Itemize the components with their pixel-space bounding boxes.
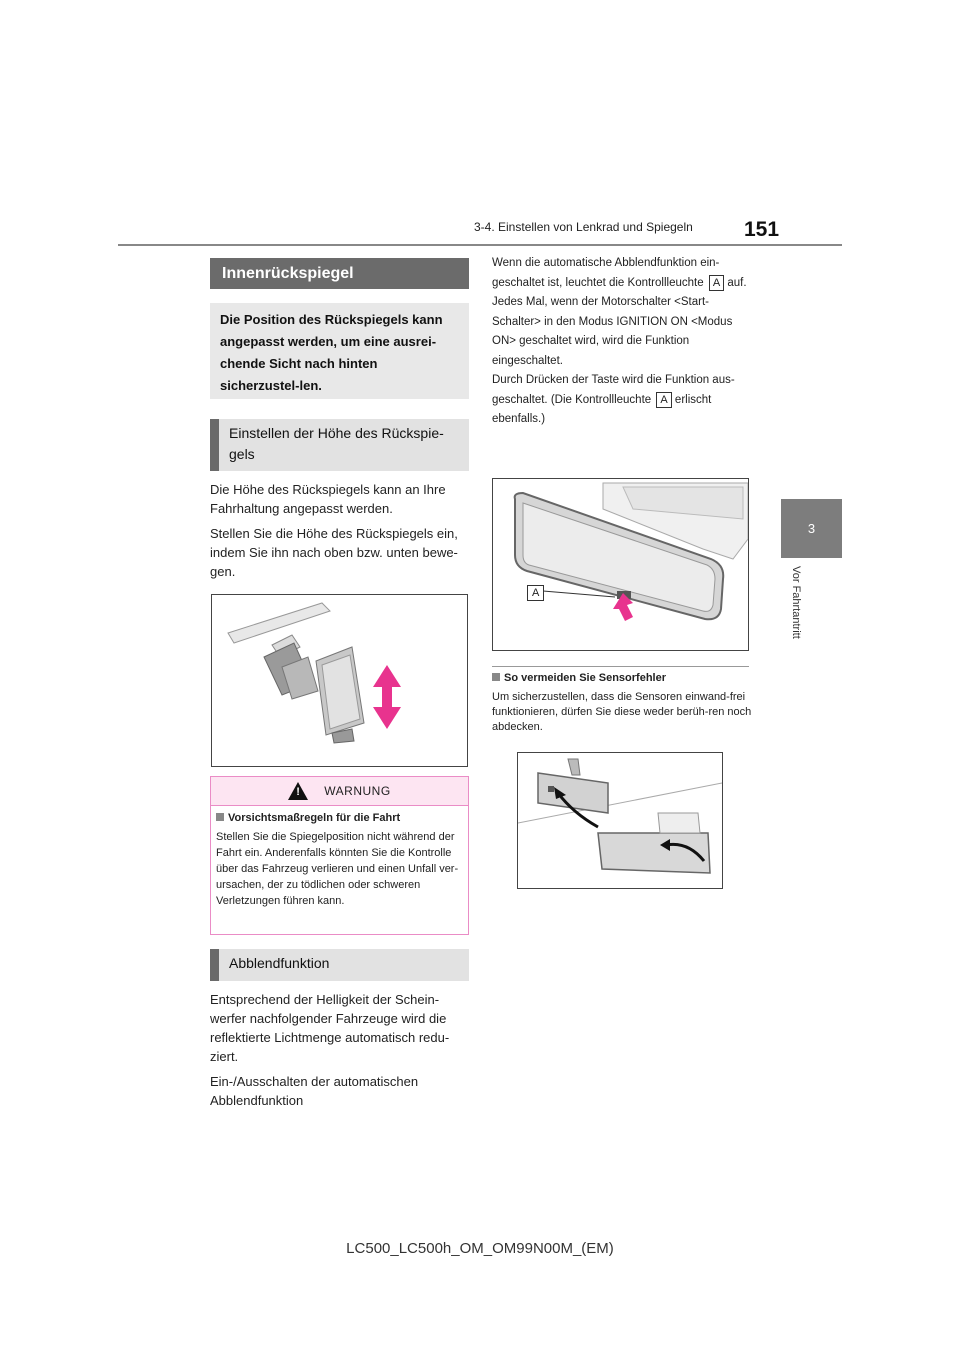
warning-title: WARNUNG: [324, 784, 391, 798]
para-3b: erlischt ebenfalls.): [492, 393, 712, 425]
para-1b: auf.: [727, 276, 747, 289]
para-1a: Wenn die automatische Abblendfunktion ein-geschaltet ist, leuchtet die Kontrollleuchte: [492, 257, 720, 289]
up-down-arrow-icon: [373, 665, 401, 729]
right-column-text: [492, 254, 752, 430]
warning-subheading-text: Vorsichtsmaßregeln für die Fahrt: [228, 812, 401, 824]
subheading-dimming: Abblendfunktion: [210, 949, 469, 981]
footer-doc-code: LC500_LC500h_OM_OM99N00M_(EM): [346, 1240, 614, 1257]
chapter-label: [786, 566, 808, 666]
page-number: 151: [744, 218, 780, 241]
paragraph-indicator: [492, 254, 752, 293]
dimming-text-1: Entsprechend der Helligkeit der Schein-werfer nachfolgender Fahrzeuge wird die reflektierte Lichtmenge automatisch redu-ziert.: [210, 992, 450, 1064]
sensor-heading: [492, 672, 666, 684]
warning-header: [211, 777, 468, 806]
height-text-2: Stellen Sie die Höhe des Rückspiegels ein, indem Sie ihn nach oben bzw. unten bewe-gen.: [210, 526, 458, 579]
marker-a: A: [709, 275, 724, 291]
header-rule: [118, 244, 842, 246]
chapter-label-text: Vor Fahrtantritt: [790, 566, 802, 639]
height-text-1: Die Höhe des Rückspiegels kann an Ihre Fahrhaltung angepasst werden.: [210, 482, 446, 516]
sensor-illustration: [518, 753, 722, 888]
dimming-text-2: Ein-/Ausschalten der automatischen Abblendfunktion: [210, 1074, 419, 1108]
bullet-square-icon: [216, 813, 224, 821]
mirror-indicator-figure: [492, 478, 749, 651]
warning-subheading: [211, 806, 468, 827]
mirror-indicator-illustration: [493, 479, 748, 650]
divider: [492, 666, 749, 667]
sensor-heading-text: So vermeiden Sie Sensorfehler: [504, 672, 667, 684]
intro-box: Die Position des Rückspiegels kann angepasst werden, um eine ausrei-chende Sicht nach hinten sicherzustel-len.: [210, 303, 469, 399]
bullet-square-icon: [492, 673, 500, 681]
para-3a: Durch Drücken der Taste wird die Funktion aus-geschaltet. (Die Kontrollleuchte: [492, 374, 735, 406]
sensor-figure: [517, 752, 723, 889]
subheading-height: Einstellen der Höhe des Rückspie-gels: [210, 419, 469, 471]
warning-icon: !: [288, 782, 308, 800]
section-title: 3-4. Einstellen von Lenkrad und Spiegeln: [474, 220, 693, 234]
chapter-tab: 3: [781, 499, 842, 558]
warning-text: Stellen Sie die Spiegelposition nicht während der Fahrt ein. Anderenfalls könnten Sie die Kontrolle über das Fahrzeug verlieren und einen Unfall ver-ursachen, der zu tödlichen oder schweren Verletzungen führen kann.: [216, 831, 459, 907]
mirror-height-illustration: [212, 595, 467, 766]
mirror-height-figure: [211, 594, 468, 767]
marker-a-2: A: [656, 392, 671, 408]
paragraph-button: [492, 371, 752, 430]
paragraph-ignition: Jedes Mal, wenn der Motorschalter <Start-Schalter> in den Modus IGNITION ON <Modus ON> geschaltet wird, wird die Funktion eingeschaltet.: [492, 296, 733, 367]
warning-box: [210, 776, 469, 935]
sensor-text: Um sicherzustellen, dass die Sensoren einwand-frei funktionieren, dürfen Sie diese weder berüh-ren noch abdecken.: [492, 691, 752, 733]
main-heading: Innenrückspiegel: [210, 258, 469, 289]
figure-label-a: A: [527, 585, 544, 601]
